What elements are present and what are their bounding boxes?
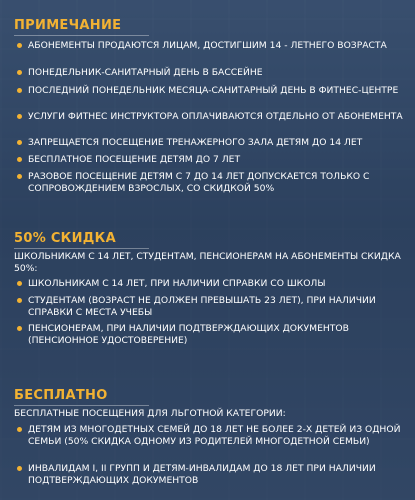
bullet-icon	[17, 88, 22, 93]
note-item-text: БЕСПЛАТНОЕ ПОСЕЩЕНИЕ ДЕТЯМ ДО 7 ЛЕТ	[28, 154, 241, 165]
discount-item	[14, 278, 406, 290]
discount-title: 50% СКИДКА	[14, 231, 116, 246]
note-item-text: АБОНЕМЕНТЫ ПРОДАЮТСЯ ЛИЦАМ, ДОСТИГШИМ 14 - ЛЕТНЕГО ВОЗРАСТА	[28, 40, 387, 51]
free-item	[14, 463, 406, 487]
bullet-icon	[17, 70, 22, 75]
note-title: ПРИМЕЧАНИЕ	[14, 18, 122, 33]
note-item-text: ПОНЕДЕЛЬНИК-САНИТАРНЫЙ ДЕНЬ В БАССЕЙНЕ	[28, 67, 263, 78]
note-item	[14, 85, 406, 97]
note-item-text: ЗАПРЕЩАЕТСЯ ПОСЕЩЕНИЕ ТРЕНАЖЕРНОГО ЗАЛА ДЕТЯМ ДО 14 ЛЕТ	[28, 137, 363, 148]
free-item-text: ИНВАЛИДАМ I, II ГРУПП И ДЕТЯМ-ИНВАЛИДАМ ДО 18 ЛЕТ ПРИ НАЛИЧИИ ПОДТВЕРЖДАЮЩИХ ДОКУМЕНТОВ	[28, 463, 376, 486]
free-title: БЕСПЛАТНО	[14, 388, 108, 403]
bullet-icon	[17, 157, 22, 162]
free-item	[14, 424, 406, 448]
bullet-icon	[17, 427, 22, 432]
bullet-icon	[17, 466, 22, 471]
note-item	[14, 40, 406, 52]
note-item	[14, 154, 406, 166]
bullet-icon	[17, 298, 22, 303]
discount-item-text: ПЕНСИОНЕРАМ, ПРИ НАЛИЧИИ ПОДТВЕРЖДАЮЩИХ ДОКУМЕНТОВ (ПЕНСИОННОЕ УДОСТОВЕРЕНИЕ)	[28, 323, 349, 346]
discount-item	[14, 295, 406, 319]
bullet-icon	[17, 326, 22, 331]
discount-item-text: ШКОЛЬНИКАМ С 14 ЛЕТ, ПРИ НАЛИЧИИ СПРАВКИ СО ШКОЛЫ	[28, 278, 326, 289]
note-item	[14, 137, 406, 149]
bullet-icon	[17, 281, 22, 286]
free-intro: БЕСПЛАТНЫЕ ПОСЕЩЕНИЯ ДЛЯ ЛЬГОТНОЙ КАТЕГОРИИ:	[14, 408, 286, 419]
note-item	[14, 111, 406, 123]
free-item-text: ДЕТЯМ ИЗ МНОГОДЕТНЫХ СЕМЕЙ ДО 18 ЛЕТ НЕ БОЛЕЕ 2-Х ДЕТЕЙ ИЗ ОДНОЙ СЕМЬИ (50% СКИДКА ОДНОМУ ИЗ РОДИТЕЛЕЙ МНОГОДЕТНОЙ СЕМЬИ)	[28, 424, 401, 447]
note-item	[14, 171, 406, 195]
bullet-icon	[17, 114, 22, 119]
discount-intro: ШКОЛЬНИКАМ С 14 ЛЕТ, СТУДЕНТАМ, ПЕНСИОНЕРАМ НА АБОНЕМЕНТЫ СКИДКА 50%:	[14, 251, 401, 274]
note-item-text: ПОСЛЕДНИЙ ПОНЕДЕЛЬНИК МЕСЯЦА-САНИТАРНЫЙ ДЕНЬ В ФИТНЕС-ЦЕНТРЕ	[28, 85, 399, 96]
note-item-text: УСЛУГИ ФИТНЕС ИНСТРУКТОРА ОПЛАЧИВАЮТСЯ ОТДЕЛЬНО ОТ АБОНЕМЕНТА	[28, 111, 403, 122]
bullet-icon	[17, 140, 22, 145]
discount-item	[14, 323, 406, 347]
bullet-icon	[17, 174, 22, 179]
note-item	[14, 67, 406, 79]
discount-item-text: СТУДЕНТАМ (ВОЗРАСТ НЕ ДОЛЖЕН ПРЕВЫШАТЬ 23 ЛЕТ), ПРИ НАЛИЧИИ СПРАВКИ С МЕСТА УЧЕБЫ	[28, 295, 376, 318]
bullet-icon	[17, 43, 22, 48]
note-item-text: РАЗОВОЕ ПОСЕЩЕНИЕ ДЕТЯМ С 7 ДО 14 ЛЕТ ДОПУСКАЕТСЯ ТОЛЬКО С СОПРОВОЖДЕНИЕМ ВЗРОСЛЫХ, СО СКИДКОЙ 50%	[28, 171, 370, 194]
